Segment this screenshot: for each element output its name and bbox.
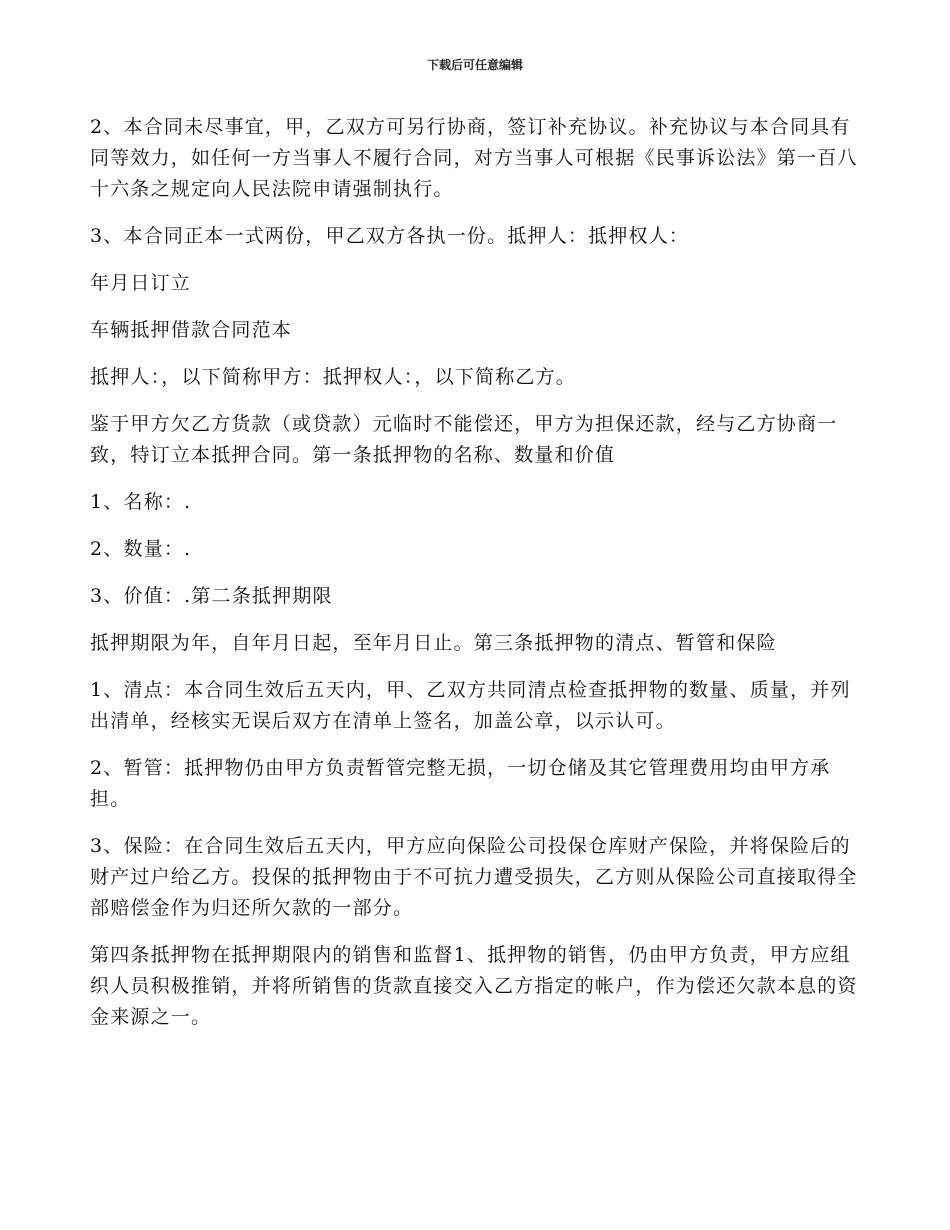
document-body — [90, 112, 862, 1049]
clause-sales-supervision: 第四条抵押物在抵押期限内的销售和监督1、抵押物的销售，仍由甲方负责，甲方应组织人员积极推销，并将所销售的货款直接交入乙方指定的帐户，作为偿还欠款本息的资金来源之一。 — [90, 944, 858, 1028]
signing-date-line: 年月日订立 — [90, 272, 192, 294]
clause-custody: 2、暂管：抵押物仍由甲方负责暂管完整无损，一切仓储及其它管理费用均由甲方承担。 — [90, 757, 831, 810]
parties-line: 抵押人：，以下简称甲方：抵押权人：，以下简称乙方。 — [90, 366, 577, 388]
page-header: 下载后可任意编辑 — [426, 58, 523, 72]
contract-title: 车辆抵押借款合同范本 — [90, 319, 293, 341]
item-quantity: 2、数量：. — [90, 538, 192, 560]
preamble: 鉴于甲方欠乙方货款（或贷款）元临时不能偿还，甲方为担保还款，经与乙方协商一致，特订立本抵押合同。第一条抵押物的名称、数量和价值 — [90, 413, 838, 466]
item-value: 3、价值：.第二条抵押期限 — [90, 585, 333, 607]
clause-supplementary-agreement: 2、本合同未尽事宜，甲，乙双方可另行协商，签订补充协议。补充协议与本合同具有同等效力，如任何一方当事人不履行合同，对方当事人可根据《民事诉讼法》第一百八十六条之规定向人民法院申请强制执行。 — [90, 116, 858, 200]
clause-inventory: 1、清点：本合同生效后五天内，甲、乙双方共同清点检查抵押物的数量、质量，并列出清单，经核实无误后双方在清单上签名，加盖公章，以示认可。 — [90, 679, 851, 732]
mortgage-period: 抵押期限为年，自年月日起，至年月日止。第三条抵押物的清点、暂管和保险 — [90, 632, 777, 654]
item-name: 1、名称：. — [90, 491, 192, 513]
clause-copies-and-signatures: 3、本合同正本一式两份，甲乙双方各执一份。抵押人：抵押权人： — [90, 225, 690, 247]
clause-insurance: 3、保险：在合同生效后五天内，甲方应向保险公司投保仓库财产保险，并将保险后的财产过户给乙方。投保的抵押物由于不可抗力遭受损失，乙方则从保险公司直接取得全部赔偿金作为归还所欠款的一部分。 — [90, 835, 858, 919]
